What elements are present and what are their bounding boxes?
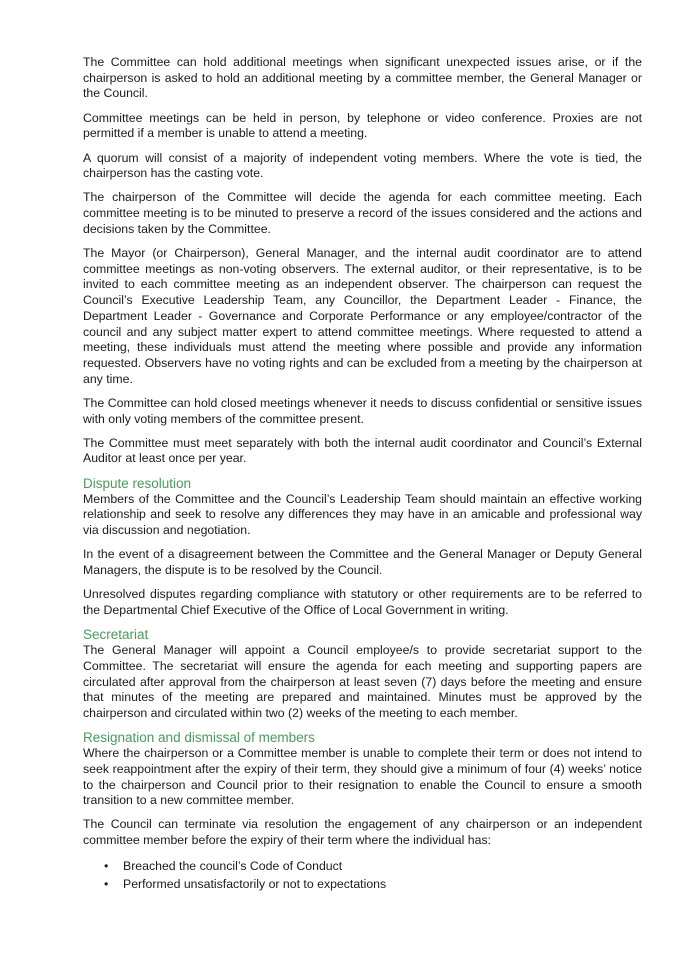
bullet-icon: • [104,859,109,874]
paragraph-secretariat: The General Manager will appoint a Council employee/s to provide secretariat support to the Committee. The secretariat will ensure the agenda for each meeting and supporting papers are circulated after approval from the chairperson at least seven (7) days before the meeting and ensure that minutes of the meeting are prepared and maintained. Minutes must be approved by the chairperson and circulated within two (2) weeks of the meeting to each member. [83,643,642,720]
bullet-icon: • [104,877,109,892]
paragraph-resignation-notice: Where the chairperson or a Committee member is unable to complete their term or does not intend to seek reappointment after the expiry of their term, they should give a minimum of four (4) weeks’ notice to the chairperson and Council prior to their resignation to enable the Council to ensure a smooth transition to a new committee member. [83,746,642,808]
heading-secretariat: Secretariat [83,627,149,643]
heading-resignation-dismissal: Resignation and dismissal of members [83,730,315,746]
list-item [83,857,642,875]
paragraph-dispute-unresolved: Unresolved disputes regarding compliance with statutory or other requirements are to be referred to the Departmental Chief Executive of the Office of Local Government in writing. [83,587,642,617]
paragraph-dispute-council: In the event of a disagreement between the Committee and the General Manager or Deputy General Managers, the dispute is to be resolved by the Council. [83,547,642,577]
paragraph-meeting-format: Committee meetings can be held in person, by telephone or video conference. Proxies are not permitted if a member is unable to attend a meeting. [83,110,642,141]
list-item-text: Breached the council’s Code of Conduct [123,859,343,874]
document-page [83,55,642,893]
paragraph-separate-meetings: The Committee must meet separately with both the internal audit coordinator and Council’s External Auditor at least once per year. [83,435,642,466]
paragraph-closed-meetings: The Committee can hold closed meetings whenever it needs to discuss confidential or sensitive issues with only voting members of the committee present. [83,395,642,426]
list-item [83,875,642,893]
paragraph-quorum: A quorum will consist of a majority of independent voting members. Where the vote is tied, the chairperson has the casting vote. [83,150,642,181]
paragraph-observers: The Mayor (or Chairperson), General Manager, and the internal audit coordinator are to attend committee meetings as non-voting observers. The external auditor, or their representative, is to be invited to each committee meeting as an independent observer. The chairperson can request the Council’s Executive Leadership Team, any Councillor, the Department Leader - Finance, the Department Leader - Governance and Corporate Performance or any employee/contractor of the council and any subject matter expert to attend committee meetings. Where requested to attend a meeting, these individuals must attend the meeting where possible and provide any information requested. Observers have no voting rights and can be excluded from a meeting by the chairperson at any time. [83,246,642,386]
paragraph-agenda: The chairperson of the Committee will decide the agenda for each committee meeting. Each committee meeting is to be minuted to preserve a record of the issues considered and the actions and decisions taken by the Committee. [83,190,642,236]
paragraph-additional-meetings: The Committee can hold additional meetings when significant unexpected issues arise, or if the chairperson is asked to hold an additional meeting by a committee member, the General Manager or the Council. [83,55,642,101]
termination-reasons-list [83,857,642,893]
list-item-text: Performed unsatisfactorily or not to expectations [123,877,387,892]
heading-dispute-resolution: Dispute resolution [83,475,192,491]
paragraph-dispute-relationship: Members of the Committee and the Council’s Leadership Team should maintain an effective working relationship and seek to resolve any differences they may have in an amicable and professional way via discussion and negotiation. [83,491,642,538]
paragraph-termination: The Council can terminate via resolution the engagement of any chairperson or an independent committee member before the expiry of their term where the individual has: [83,817,642,848]
